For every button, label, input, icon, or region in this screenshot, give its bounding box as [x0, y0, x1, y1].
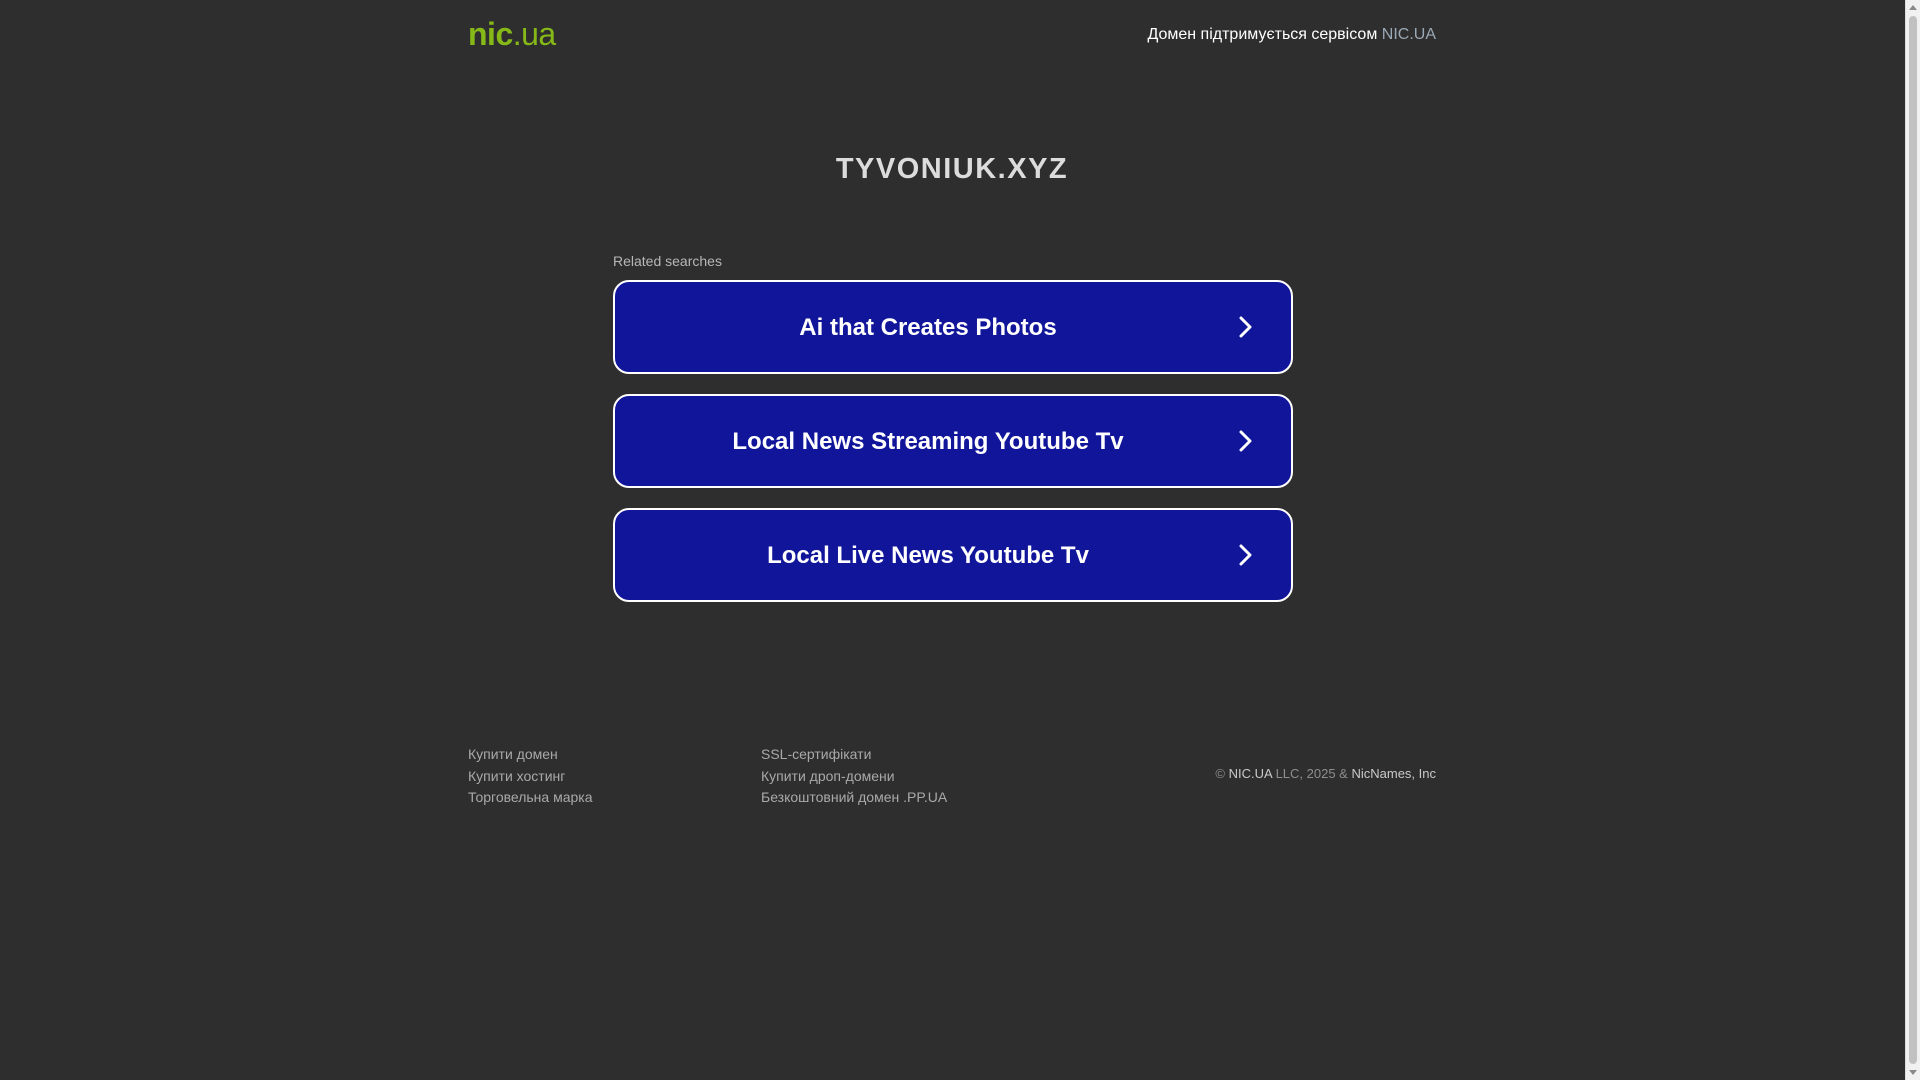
logo-suffix: .ua	[512, 16, 556, 52]
chevron-right-icon	[1239, 544, 1253, 566]
domain-title: TYVONIUK.XYZ	[835, 153, 1069, 185]
copyright-symbol: ©	[1215, 766, 1225, 781]
nic-ua-logo[interactable]	[468, 16, 556, 53]
footer-link-buy-domain[interactable]: Купити домен	[468, 746, 558, 762]
scroll-up-arrow-icon[interactable]	[1909, 5, 1917, 10]
chevron-right-icon	[1239, 430, 1253, 452]
support-link[interactable]: NIC.UA	[1381, 26, 1436, 43]
related-searches-label: Related searches	[613, 253, 722, 269]
related-search-label: Local Live News Youtube Tv	[767, 542, 1089, 569]
copyright	[1215, 766, 1436, 781]
related-searches	[613, 253, 1293, 622]
copyright-text: LLC, 2025 &	[1275, 766, 1348, 781]
logo-main: nic	[468, 16, 513, 52]
footer-link-drop-domains[interactable]: Купити дроп-домени	[761, 767, 895, 784]
chevron-right-icon	[1239, 316, 1253, 338]
footer	[468, 744, 1436, 814]
support-text: Домен підтримується сервісом	[1147, 26, 1378, 43]
footer-links-column	[761, 744, 947, 809]
related-search-button[interactable]	[613, 508, 1293, 602]
footer-link-ssl[interactable]: SSL-сертифікати	[761, 746, 872, 762]
copyright-company-link[interactable]: NIC.UA	[1228, 766, 1272, 781]
scrollbar-thumb[interactable]	[1909, 16, 1917, 1064]
header	[468, 0, 1436, 70]
vertical-scrollbar[interactable]	[1905, 0, 1920, 1080]
related-search-button[interactable]	[613, 394, 1293, 488]
footer-links-column	[468, 744, 593, 809]
footer-link-trademark[interactable]: Торговельна марка	[468, 789, 593, 805]
related-search-label: Ai that Creates Photos	[799, 314, 1057, 341]
related-search-button[interactable]	[613, 280, 1293, 374]
footer-link-buy-hosting[interactable]: Купити хостинг	[468, 767, 566, 784]
related-search-label: Local News Streaming Youtube Tv	[732, 428, 1124, 455]
support-notice	[1147, 26, 1436, 44]
scroll-down-arrow-icon[interactable]	[1909, 1070, 1917, 1075]
footer-link-free-domain[interactable]: Безкоштовний домен .PP.UA	[761, 789, 948, 805]
copyright-partner-link[interactable]: NicNames, Inc	[1351, 766, 1436, 781]
content-container	[468, 0, 1436, 805]
